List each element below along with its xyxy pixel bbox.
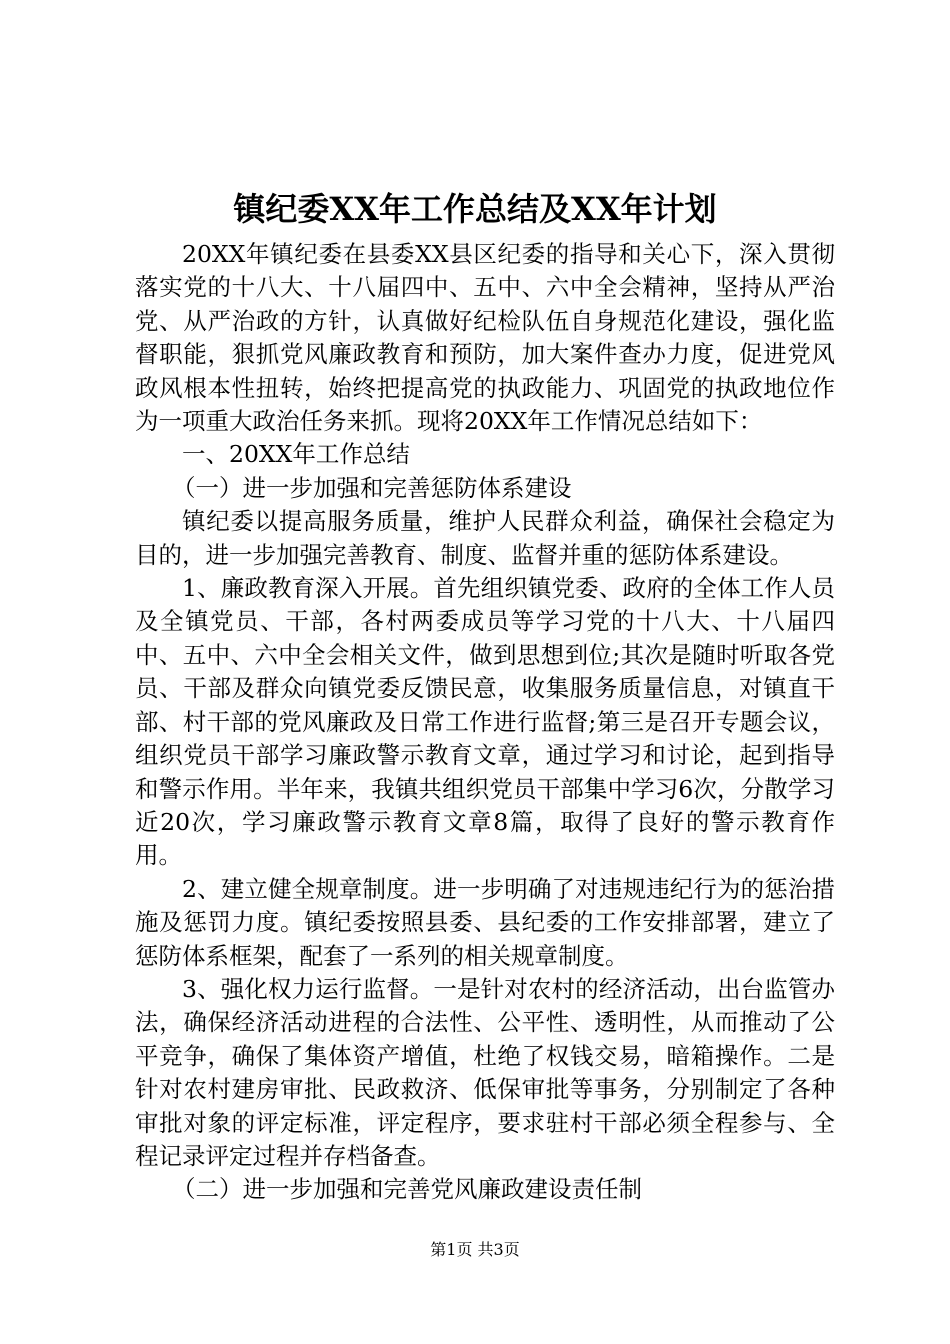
paragraph-intro: 20XX年镇纪委在县委XX县区纪委的指导和关心下，深入贯彻落实党的十八大、十八届四中、五中、六中全会精神，坚持从严治党、从严治政的方针，认真做好纪检队伍自身规范化建设，强化监督职能，狠抓党风廉政教育和预防，加大案件查办力度，促进党风政风根本性扭转，始终把提高党的执政能力、巩固党的执政地位作为一项重大政治任务来抓。现将20XX年工作情况总结如下： — [135, 240, 835, 436]
page-footer: 第1页 共3页 — [430, 1240, 520, 1259]
document-body — [135, 238, 835, 1207]
paragraph-1: 镇纪委以提高服务质量，维护人民群众利益，确保社会稳定为目的，进一步加强完善教育、制度、监督并重的惩防体系建设。 — [135, 507, 835, 569]
paragraph-3: 2、建立健全规章制度。进一步明确了对违规违纪行为的惩治措施及惩罚力度。镇纪委按照县委、县纪委的工作安排部署，建立了惩防体系框架，配套了一系列的相关规章制度。 — [135, 874, 835, 970]
document-title: 镇纪委XX年工作总结及XX年计划 — [233, 190, 717, 228]
paragraph-2: 1、廉政教育深入开展。首先组织镇党委、政府的全体工作人员及全镇党员、干部，各村两委成员等学习党的十八大、十八届四中、五中、六中全会相关文件，做到思想到位;其次是随时听取各党员、干部及群众向镇党委反馈民意，收集服务质量信息，对镇直干部、村干部的党风廉政及日常工作进行监督;第三是召开专题会议，组织党员干部学习廉政警示教育文章，通过学习和讨论，起到指导和警示作用。半年来，我镇共组织党员干部集中学习6次，分散学习近20次，学习廉政警示教育文章8篇，取得了良好的警示教育作用。 — [135, 574, 835, 870]
subsection-heading-1: （一）进一步加强和完善惩防体系建设 — [172, 473, 572, 502]
paragraph-4: 3、强化权力运行监督。一是针对农村的经济活动，出台监管办法，确保经济活动进程的合法性、公平性、透明性，从而推动了公平竞争，确保了集体资产增值，杜绝了权钱交易，暗箱操作。二是针对农村建房审批、民政救济、低保审批等事务，分别制定了各种审批对象的评定标准，评定程序，要求驻村干部必须全程参与、全程记录评定过程并存档备查。 — [135, 974, 835, 1170]
section-heading-1: 一、20XX年工作总结 — [182, 440, 410, 469]
subsection-heading-2: （二）进一步加强和完善党风廉政建设责任制 — [172, 1175, 642, 1204]
